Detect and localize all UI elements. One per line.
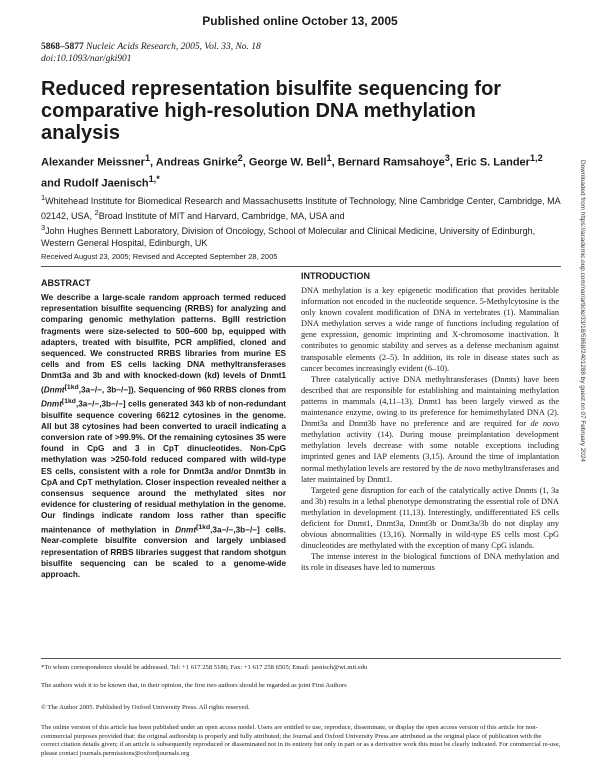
intro-segment: Three catalytically active DNA methyltransferases (Dnmts) have been described that are responsible for establishing and maintaining methylation patterns in mammals (4,11–13). Dnmt1 has been largely viewed as the maintenance enzyme, owing to its preference for hemimethylated DNA (2). Dnmt3a and Dnmt3b have no preference and are required for xyxy=(301,374,559,429)
received-dates: Received August 23, 2005; Revised and Accepted September 28, 2005 xyxy=(41,252,278,261)
footnote-joint-authors: The authors wish it to be known that, in their opinion, the first two authors should be regarded as joint First Authors xyxy=(41,682,347,689)
abstract-text xyxy=(41,292,286,580)
author-affiliation-marker: 3 xyxy=(444,153,450,163)
affiliation-marker: 2 xyxy=(94,208,99,217)
abstract-segment: We describe a large-scale random approach termed reduced representation bisulfite sequencing (RRBS) for analyzing and comparing genomic methylation patterns. BglII restriction fragments were size-selected to 500–600 bp, equipped with adapters, treated with bisulfite, PCR amplified, cloned and sequenced. We constructed RRBS libraries from murine ES cells and from ES cells lacking DNA methyltransferases Dnmt3a and 3b and with knocked-down (kd) levels of Dnmt1 ( xyxy=(41,293,286,395)
section-divider xyxy=(41,266,561,267)
genotype-rest: ,3a−/−, 3b−/−] xyxy=(78,385,131,395)
author-separator: , xyxy=(331,156,338,169)
footnote-correspondence: *To whom correspondence should be addressed. Tel: +1 617 258 5186; Fax: +1 617 258 6505; Email: jaenisch@wi.mit.edu xyxy=(41,664,368,671)
gene-name: Dnmt xyxy=(175,525,197,535)
genotype-kd: kd xyxy=(202,523,211,531)
journal-name: Nucleic Acids Research, 2005, Vol. 33, No. 18 xyxy=(86,42,261,52)
abstract-heading: ABSTRACT xyxy=(41,278,91,288)
intro-paragraph: DNA methylation is a key epigenetic modification that provides heritable information not encoded in the nucleotide sequence. 5-Methylcytosine is the only known covalent modification of DNA in vertebrates (1). Mammalian DNA methylation serves a wide range of functions including regulation of gene expression, genomic imprinting and X-chromosome inactivation. It contributes to genomic stability and serves as a defense mechanism against transposable elements (2–5). In addition, its role in disease states such as cancer becomes increasingly evident (6–10). xyxy=(301,286,559,373)
intro-italic: de novo xyxy=(454,463,481,473)
genotype-rest: ,3a−/−,3b−/−] xyxy=(75,399,126,409)
journal-citation xyxy=(41,42,261,52)
intro-paragraph: The intense interest in the biological functions of DNA methylation and its role in diseases have led to numerous xyxy=(301,552,559,573)
author-separator: and xyxy=(41,177,64,190)
download-watermark xyxy=(576,160,588,630)
footnote-copyright: © The Author 2005. Published by Oxford University Press. All rights reserved. xyxy=(41,704,250,711)
introduction-heading: INTRODUCTION xyxy=(301,271,370,281)
download-watermark-text: Downloaded from https://academic.oup.com/nar/article/33/18/5868/2401288 by guest on 07 February 2024 xyxy=(579,160,586,462)
author[interactable]: George W. Bell xyxy=(248,156,327,169)
genotype-sup: [1 xyxy=(61,397,68,405)
author[interactable]: Andreas Gnirke xyxy=(155,156,238,169)
author[interactable]: Alexander Meissner xyxy=(41,156,145,169)
footnote-divider xyxy=(41,658,561,659)
genotype-rest: ,3a−/−,3b−/−] xyxy=(210,525,260,535)
author-separator: , xyxy=(150,156,156,169)
author-affiliation-marker: 1,2 xyxy=(529,153,543,163)
abstract-segment: cells generated 343 kb of non-redundant bisulfite sequence covering 66212 cytosines in the genome. All but 38 cytosines had been converted to uracil indicating a conversion rate of >99.9%. Of the remaining cytosines 35 were found in CpG and 3 in CpT dinucleotides. Non-CpG methylation was >250-fold reduced compared with wild-type ES cells, consistent with a role for Dnmt3a and/or Dnmt3b in CpA and CpT methylation. Closer inspection revealed neither a consensus sequence around the methylated sites nor evidence for clustering of residual methylation in the genome. Our findings indicate random loss rather than specific maintenance of methylation in xyxy=(41,399,286,535)
article-title: Reduced representation bisulfite sequencing for comparative high-resolution DNA methylation analysis xyxy=(41,78,502,144)
affiliation-marker: 3 xyxy=(41,223,46,232)
affiliation-marker: 1 xyxy=(41,193,46,202)
affiliation-edinburgh: John Hughes Bennett Laboratory, Division of Oncology, School of Molecular and Clinical Medicine, University of Edinburgh, Western General Hospital, Edinburgh, UK xyxy=(41,226,536,248)
author-separator: , xyxy=(449,156,456,169)
author[interactable]: Eric S. Lander xyxy=(455,156,530,169)
author-affiliation-marker: 1,* xyxy=(148,173,160,184)
abstract-segment: cells. Near-complete bisulfite conversion and largely unbiased representation of RRBS libraries suggest that random shotgun bisulfite sequencing can be scaled to a genome-wide approach. xyxy=(41,525,287,580)
genotype-kd: kd xyxy=(68,397,76,405)
genotype-sup: [1 xyxy=(196,523,203,531)
genotype-kd: kd xyxy=(70,383,79,391)
author-affiliation-marker: 1 xyxy=(326,153,332,163)
published-online-banner: Published online October 13, 2005 xyxy=(202,14,398,28)
introduction-text xyxy=(301,285,559,573)
footnote-license: The online version of this article has been published under an open access model. Users are entitled to use, reproduce, disseminate, or display the open access version of this article for non-commercial purposes provided that: the original authorship is properly and fully attributed; the Journal and Oxford University Press are attributed as the original place of publication with the correct citation details given; if an article is subsequently reproduced or disseminated not in its entirety but only in part or as a derivative work this must be clearly indicated. For commercial re-use, please contact journals.permissions@oxfordjournals.org xyxy=(41,724,561,757)
intro-segment: methylation activity (14). During mouse preimplantation development methylation levels decrease with some notable exceptions including imprinted genes and IAP elements (3,15). Around the time of implantation normal methylation levels are restored by the xyxy=(301,430,559,473)
doi[interactable]: doi:10.1093/nar/gki901 xyxy=(41,54,132,64)
gene-name: Dnmt xyxy=(41,399,62,409)
abstract-segment: ). Sequencing of 960 RRBS clones from xyxy=(130,385,286,395)
intro-paragraph: Targeted gene disruption for each of the catalytically active Dnmts (1, 3a and 3b) results in a lethal phenotype demonstrating the essential role of DNA methylation in development (11,13). Interestingly, undifferentiated ES cells deficient for Dnmt1, Dnmt3a, Dnmt3b or Dnmt3a/3b do not display any obvious abnormalities (13,16). Normally in wild-type ES cells most CpG dinucleotides are methylated with the exception of many CpG islands. xyxy=(301,485,559,551)
intro-segment: methyltransferases and later maintained by Dnmt1. xyxy=(301,463,559,484)
gene-name: Dnmt xyxy=(43,385,65,395)
genotype-sup: [1 xyxy=(64,383,71,391)
author-list xyxy=(41,150,561,191)
author[interactable]: Bernard Ramsahoye xyxy=(337,156,445,169)
author-affiliation-marker: 1 xyxy=(144,153,151,163)
affiliation-whitehead: Whitehead Institute for Biomedical Research and Massachusetts Institute of Technology, Nine Cambridge Center, Cambridge, MA 02142, USA, xyxy=(41,196,561,221)
author-affiliation-marker: 2 xyxy=(237,153,243,163)
affiliation-broad: Broad Institute of MIT and Harvard, Cambridge, MA, USA and xyxy=(98,211,345,221)
affiliations xyxy=(41,192,561,249)
intro-paragraph xyxy=(301,374,559,485)
intro-italic: de novo xyxy=(530,419,559,429)
page-range: 5868–5877 xyxy=(41,42,84,52)
author[interactable]: Rudolf Jaenisch xyxy=(63,177,149,190)
author-separator: , xyxy=(242,156,249,169)
